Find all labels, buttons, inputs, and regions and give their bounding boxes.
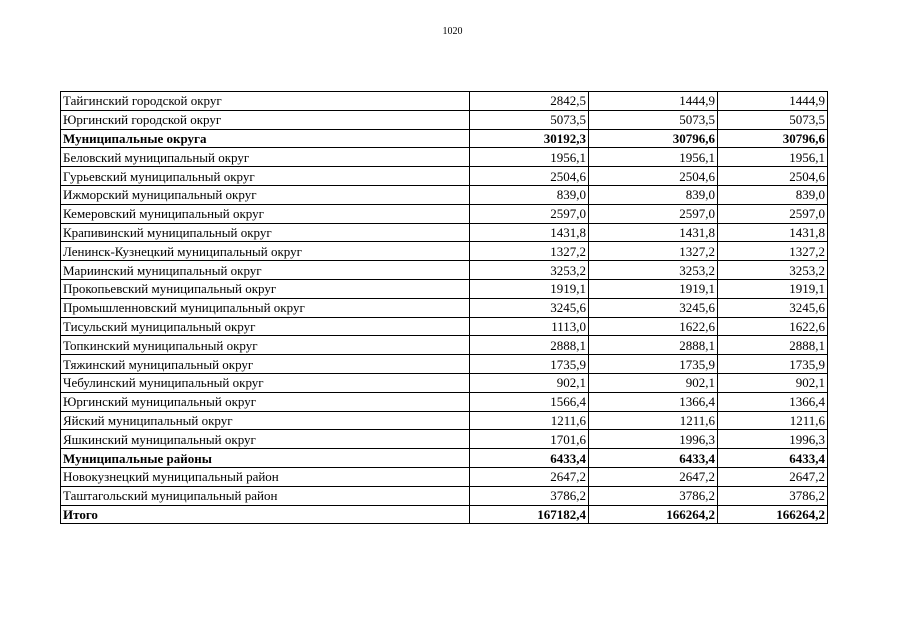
value-cell-3: 3253,2	[718, 261, 828, 280]
row-name-cell: Ленинск-Кузнецкий муниципальный округ	[61, 242, 470, 261]
value-cell-3: 3245,6	[718, 298, 828, 317]
value-cell-3: 902,1	[718, 373, 828, 392]
table-row	[61, 298, 828, 317]
value-cell-3: 2597,0	[718, 204, 828, 223]
table-row	[61, 336, 828, 355]
table-row	[61, 261, 828, 280]
value-cell-2: 839,0	[589, 185, 718, 204]
value-cell-2: 2888,1	[589, 336, 718, 355]
value-cell-2: 1622,6	[589, 317, 718, 336]
row-name-cell: Гурьевский муниципальный округ	[61, 167, 470, 186]
table-body	[61, 92, 828, 524]
value-cell-2: 1919,1	[589, 279, 718, 298]
value-cell-1: 1113,0	[470, 317, 589, 336]
value-cell-1: 5073,5	[470, 110, 589, 129]
row-name-cell: Яйский муниципальный округ	[61, 411, 470, 430]
budget-table	[60, 91, 828, 524]
row-name-cell: Юргинский городской округ	[61, 110, 470, 129]
table-row	[61, 430, 828, 449]
table-row	[61, 355, 828, 374]
value-cell-2: 1444,9	[589, 92, 718, 111]
row-name-cell: Яшкинский муниципальный округ	[61, 430, 470, 449]
value-cell-3: 5073,5	[718, 110, 828, 129]
value-cell-1: 1956,1	[470, 148, 589, 167]
row-name-cell: Прокопьевский муниципальный округ	[61, 279, 470, 298]
table-row	[61, 148, 828, 167]
row-name-cell: Чебулинский муниципальный округ	[61, 373, 470, 392]
row-name-cell: Юргинский муниципальный округ	[61, 392, 470, 411]
value-cell-3: 1211,6	[718, 411, 828, 430]
value-cell-3: 1327,2	[718, 242, 828, 261]
table-row-total	[61, 505, 828, 524]
value-cell-1: 1701,6	[470, 430, 589, 449]
row-name-cell: Топкинский муниципальный округ	[61, 336, 470, 355]
value-cell-3: 1366,4	[718, 392, 828, 411]
table-row	[61, 167, 828, 186]
table-row	[61, 373, 828, 392]
value-cell-2: 166264,2	[589, 505, 718, 524]
value-cell-2: 3786,2	[589, 486, 718, 505]
row-name-cell: Тяжинский муниципальный округ	[61, 355, 470, 374]
value-cell-3: 1444,9	[718, 92, 828, 111]
row-name-cell: Таштагольский муниципальный район	[61, 486, 470, 505]
value-cell-3: 1735,9	[718, 355, 828, 374]
value-cell-2: 30796,6	[589, 129, 718, 148]
value-cell-3: 1919,1	[718, 279, 828, 298]
value-cell-2: 5073,5	[589, 110, 718, 129]
value-cell-2: 3245,6	[589, 298, 718, 317]
value-cell-3: 1431,8	[718, 223, 828, 242]
table-row	[61, 317, 828, 336]
row-name-cell: Промышленновский муниципальный округ	[61, 298, 470, 317]
value-cell-2: 1211,6	[589, 411, 718, 430]
value-cell-1: 2647,2	[470, 467, 589, 486]
table-row	[61, 411, 828, 430]
row-name-cell: Кемеровский муниципальный округ	[61, 204, 470, 223]
value-cell-1: 1327,2	[470, 242, 589, 261]
row-name-cell: Новокузнецкий муниципальный район	[61, 467, 470, 486]
table-row	[61, 486, 828, 505]
value-cell-2: 1956,1	[589, 148, 718, 167]
row-name-cell: Муниципальные районы	[61, 449, 470, 468]
value-cell-1: 902,1	[470, 373, 589, 392]
value-cell-3: 1956,1	[718, 148, 828, 167]
value-cell-1: 1919,1	[470, 279, 589, 298]
table-row	[61, 467, 828, 486]
value-cell-2: 1996,3	[589, 430, 718, 449]
value-cell-2: 2647,2	[589, 467, 718, 486]
page-number: 1020	[442, 26, 463, 37]
row-name-cell: Крапивинский муниципальный округ	[61, 223, 470, 242]
value-cell-3: 166264,2	[718, 505, 828, 524]
value-cell-2: 3253,2	[589, 261, 718, 280]
value-cell-1: 6433,4	[470, 449, 589, 468]
row-name-cell: Тисульский муниципальный округ	[61, 317, 470, 336]
value-cell-2: 1735,9	[589, 355, 718, 374]
value-cell-1: 1431,8	[470, 223, 589, 242]
table-row	[61, 110, 828, 129]
table-row	[61, 185, 828, 204]
row-name-cell: Ижморский муниципальный округ	[61, 185, 470, 204]
value-cell-3: 2888,1	[718, 336, 828, 355]
value-cell-1: 3245,6	[470, 298, 589, 317]
table-row	[61, 92, 828, 111]
table-row	[61, 392, 828, 411]
table-row	[61, 279, 828, 298]
value-cell-1: 839,0	[470, 185, 589, 204]
table-row	[61, 242, 828, 261]
row-name-cell: Муниципальные округа	[61, 129, 470, 148]
value-cell-1: 3786,2	[470, 486, 589, 505]
value-cell-1: 2888,1	[470, 336, 589, 355]
row-name-cell: Тайгинский городской округ	[61, 92, 470, 111]
value-cell-2: 6433,4	[589, 449, 718, 468]
value-cell-3: 2647,2	[718, 467, 828, 486]
row-name-cell: Мариинский муниципальный округ	[61, 261, 470, 280]
value-cell-3: 2504,6	[718, 167, 828, 186]
value-cell-1: 1735,9	[470, 355, 589, 374]
value-cell-3: 839,0	[718, 185, 828, 204]
row-name-cell: Итого	[61, 505, 470, 524]
table-row	[61, 223, 828, 242]
value-cell-2: 2504,6	[589, 167, 718, 186]
value-cell-2: 902,1	[589, 373, 718, 392]
value-cell-2: 2597,0	[589, 204, 718, 223]
table-row-total	[61, 129, 828, 148]
value-cell-1: 1211,6	[470, 411, 589, 430]
value-cell-1: 3253,2	[470, 261, 589, 280]
value-cell-2: 1431,8	[589, 223, 718, 242]
value-cell-3: 6433,4	[718, 449, 828, 468]
table-row-total	[61, 449, 828, 468]
row-name-cell: Беловский муниципальный округ	[61, 148, 470, 167]
value-cell-1: 2597,0	[470, 204, 589, 223]
value-cell-3: 1622,6	[718, 317, 828, 336]
value-cell-3: 1996,3	[718, 430, 828, 449]
value-cell-1: 167182,4	[470, 505, 589, 524]
table-row	[61, 204, 828, 223]
value-cell-2: 1327,2	[589, 242, 718, 261]
value-cell-1: 30192,3	[470, 129, 589, 148]
value-cell-3: 3786,2	[718, 486, 828, 505]
value-cell-1: 1566,4	[470, 392, 589, 411]
value-cell-1: 2504,6	[470, 167, 589, 186]
value-cell-1: 2842,5	[470, 92, 589, 111]
value-cell-3: 30796,6	[718, 129, 828, 148]
value-cell-2: 1366,4	[589, 392, 718, 411]
